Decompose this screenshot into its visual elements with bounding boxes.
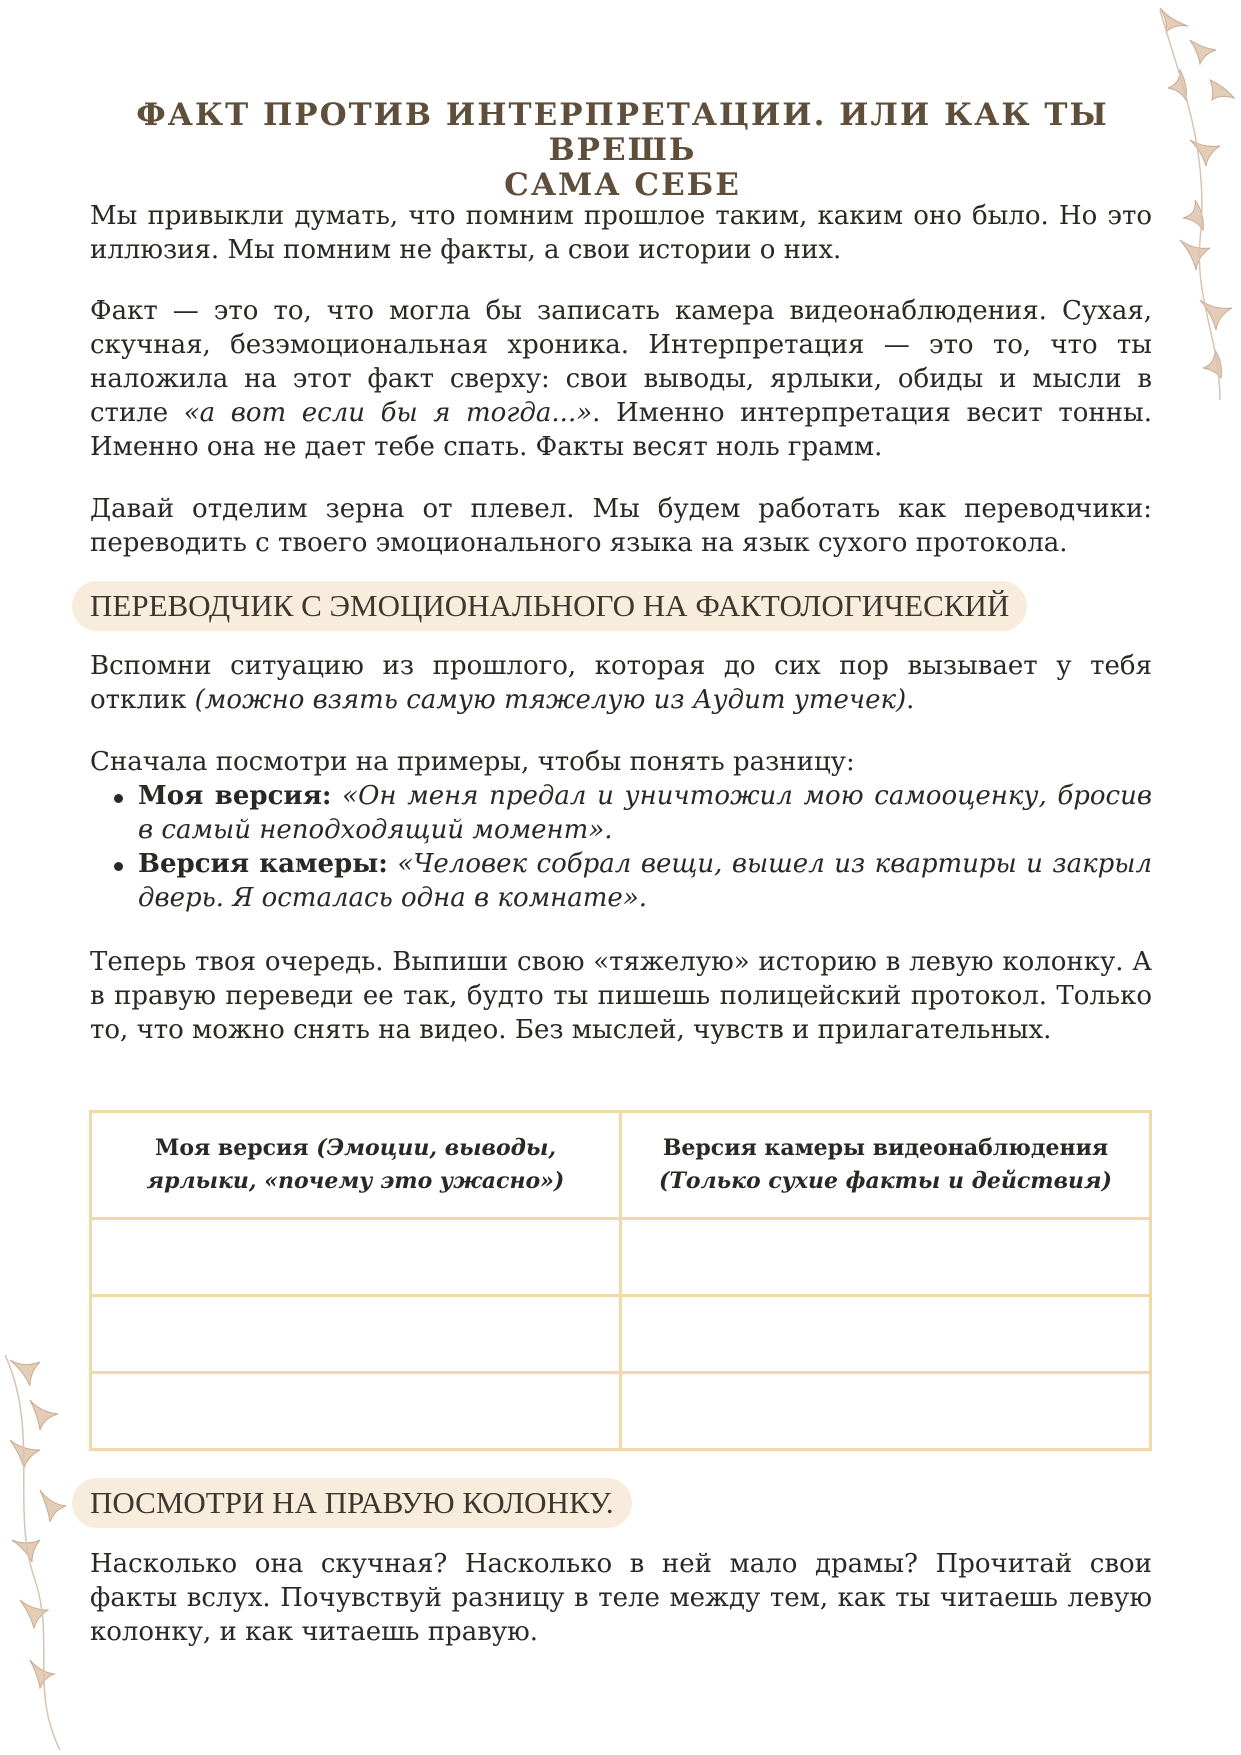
table-cell-left[interactable] [91, 1219, 621, 1296]
table-header-camera-version [621, 1112, 1151, 1219]
worksheet-table [89, 1110, 1152, 1451]
table-row [91, 1296, 1151, 1373]
fact-paragraph-quote: «а вот если бы я тогда...» [183, 398, 593, 428]
example-text: «Человек собрал вещи, вышел из квартиры и закрыл дверь. Я осталась одна в комнате». [138, 849, 1152, 913]
example-text: «Он меня предал и уничтожил мою самооценку, бросив в самый неподходящий момент». [138, 781, 1152, 845]
table-row [91, 1219, 1151, 1296]
col1-title: Моя версия [154, 1135, 309, 1161]
example-label: Версия камеры: [138, 849, 388, 879]
translate-paragraph: Давай отделим зерна от плевел. Мы будем работать как переводчики: переводить с твоего эмоционального языка на язык сухого протокола. [90, 494, 1152, 558]
final-paragraph: Насколько она скучная? Насколько в ней мало драмы? Прочитай свои факты вслух. Почувствуй разницу в теле между тем, как ты читаешь левую колонку, и как читаешь правую. [90, 1549, 1152, 1647]
page-title-line-2: САМА СЕБЕ [504, 167, 741, 203]
fact-paragraph-part-2: . Именно интерпретация весит тонны. Именно она не дает тебе спать. Факты весят ноль грамм. [90, 398, 1153, 462]
example-label: Моя версия: [138, 781, 332, 811]
col1-note: (Эмоции, выводы, ярлыки, «почему это ужасно») [146, 1135, 565, 1194]
table-cell-left[interactable] [91, 1296, 621, 1373]
remember-text: Вспомни ситуацию из прошлого, которая до сих пор вызывает у тебя отклик [90, 651, 1152, 715]
example-my-version [90, 779, 1152, 847]
remember-paragraph [90, 649, 1152, 717]
remember-note: (можно взять самую тяжелую из Аудит утечек) [194, 685, 907, 715]
intro-paragraph: Мы привыкли думать, что помним прошлое таким, каким оно было. Но это иллюзия. Мы помним не факты, а свои истории о них. [90, 201, 1152, 265]
examples-intro: Сначала посмотри на примеры, чтобы понять разницу: [90, 747, 855, 777]
examples-list [90, 779, 1152, 915]
fact-paragraph-part-1: Факт — это то, что могла бы записать камера видеонаблюдения. Сухая, скучная, безэмоциональная хроника. Интерпретация — это то, что ты наложила на этот факт сверху: свои выводы, ярлыки, обиды и мысли в стиле [90, 296, 1152, 428]
section-heading-translator: ПЕРЕВОДЧИК С ЭМОЦИОНАЛЬНОГО НА ФАКТОЛОГИЧЕСКИЙ [72, 581, 1027, 631]
table-row [91, 1373, 1151, 1450]
section-heading-right-column: ПОСМОТРИ НА ПРАВУЮ КОЛОНКУ. [72, 1478, 632, 1528]
col2-title: Версия камеры видеонаблюдения [662, 1135, 1109, 1161]
col2-note: (Только сухие факты и действия) [659, 1168, 1112, 1194]
table-cell-left[interactable] [91, 1373, 621, 1450]
fact-paragraph [90, 294, 1152, 464]
example-camera-version [90, 847, 1152, 915]
task-paragraph: Теперь твоя очередь. Выпиши свою «тяжелую» историю в левую колонку. А в правую переведи ее так, будто ты пишешь полицейский протокол. Только то, что можно снять на видео. Без мыслей, чувств и прилагательных. [90, 947, 1152, 1045]
remember-end: . [906, 685, 915, 715]
table-cell-right[interactable] [621, 1373, 1151, 1450]
page-title [80, 98, 1165, 203]
table-header-row [91, 1112, 1151, 1219]
table-header-my-version [91, 1112, 621, 1219]
table-cell-right[interactable] [621, 1219, 1151, 1296]
page-title-line-1: ФАКТ ПРОТИВ ИНТЕРПРЕТАЦИИ. ИЛИ КАК ТЫ ВРЕШЬ [136, 97, 1109, 168]
table-cell-right[interactable] [621, 1296, 1151, 1373]
